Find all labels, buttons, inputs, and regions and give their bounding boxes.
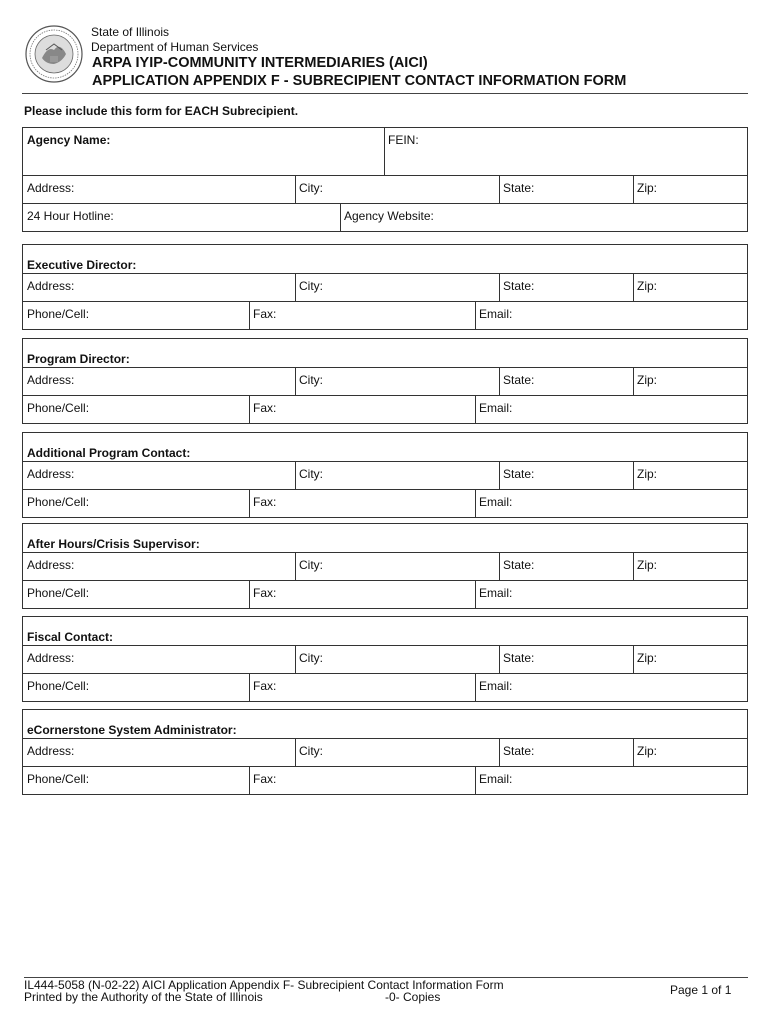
address-label: Address:	[27, 467, 75, 481]
agency-address-row	[23, 175, 747, 204]
phone-label: Phone/Cell:	[27, 679, 90, 693]
phone-label: Phone/Cell:	[27, 772, 90, 786]
fax-label: Fax:	[253, 586, 277, 600]
agency-hotline-row	[23, 203, 747, 232]
contact-phone-row	[23, 673, 747, 702]
divider	[249, 767, 250, 795]
address-label: Address:	[27, 651, 75, 665]
contact-address-row	[23, 738, 747, 767]
address-label: Address:	[27, 744, 75, 758]
zip-label: Zip:	[637, 279, 658, 293]
city-label: City:	[299, 467, 323, 481]
zip-label: Zip:	[637, 558, 658, 572]
city-label: City:	[299, 279, 323, 293]
divider	[633, 646, 634, 674]
form-id: IL444-5058 (N-02-22) AICI Application Appendix F- Subrecipient Contact Information Form	[24, 978, 504, 992]
divider	[499, 462, 500, 490]
city-label: City:	[299, 558, 323, 572]
fax-label: Fax:	[253, 307, 277, 321]
state-label: State:	[503, 279, 535, 293]
agency-info-section	[22, 127, 748, 232]
divider	[633, 462, 634, 490]
divider	[249, 581, 250, 609]
address-label: Address:	[27, 558, 75, 572]
contact-phone-row	[23, 395, 747, 424]
divider	[295, 553, 296, 581]
divider	[249, 302, 250, 330]
address-label: Address:	[27, 279, 75, 293]
contact-title: Additional Program Contact:	[27, 446, 191, 460]
website-label: Agency Website:	[344, 209, 434, 223]
state-label: State:	[503, 558, 535, 572]
form-title-line1: ARPA IYIP-COMMUNITY INTERMEDIARIES (AICI)	[92, 55, 428, 71]
agency-name-row	[23, 128, 747, 175]
divider	[295, 739, 296, 767]
state-label: State:	[503, 181, 535, 195]
divider	[499, 553, 500, 581]
contact-address-row	[23, 552, 747, 581]
divider	[249, 490, 250, 518]
state-label: State:	[503, 651, 535, 665]
fax-label: Fax:	[253, 772, 277, 786]
divider	[295, 462, 296, 490]
contact-title: Program Director:	[27, 352, 130, 366]
address-label: Address:	[27, 373, 75, 387]
divider	[295, 368, 296, 396]
city-label: City:	[299, 181, 323, 195]
contact-title-row	[23, 339, 747, 367]
contact-address-row	[23, 645, 747, 674]
divider	[475, 581, 476, 609]
divider	[475, 490, 476, 518]
contact-title-row	[23, 433, 747, 461]
contact-title: eCornerstone System Administrator:	[27, 723, 237, 737]
email-label: Email:	[479, 401, 513, 415]
contact-title-row	[23, 524, 747, 552]
divider	[633, 274, 634, 302]
zip-label: Zip:	[637, 181, 658, 195]
divider	[633, 176, 634, 204]
contact-section	[22, 523, 748, 609]
email-label: Email:	[479, 307, 513, 321]
divider	[499, 646, 500, 674]
divider	[475, 674, 476, 702]
state-label: State:	[503, 373, 535, 387]
contact-section	[22, 616, 748, 702]
contact-phone-row	[23, 580, 747, 609]
divider	[295, 646, 296, 674]
contact-address-row	[23, 367, 747, 396]
divider	[633, 368, 634, 396]
city-label: City:	[299, 651, 323, 665]
phone-label: Phone/Cell:	[27, 495, 90, 509]
contact-title-row	[23, 710, 747, 738]
hotline-label: 24 Hour Hotline:	[27, 209, 114, 223]
divider	[384, 128, 385, 175]
printed-by: Printed by the Authority of the State of Illinois	[24, 990, 263, 1004]
city-label: City:	[299, 373, 323, 387]
divider	[499, 176, 500, 204]
divider	[249, 674, 250, 702]
divider	[340, 204, 341, 232]
contact-title: After Hours/Crisis Supervisor:	[27, 537, 200, 551]
divider	[475, 302, 476, 330]
state-seal-icon	[24, 24, 84, 84]
contact-phone-row	[23, 766, 747, 795]
contact-title: Fiscal Contact:	[27, 630, 114, 644]
fein-label: FEIN:	[388, 133, 419, 147]
fax-label: Fax:	[253, 401, 277, 415]
contact-title: Executive Director:	[27, 258, 137, 272]
form-title-line2: APPLICATION APPENDIX F - SUBRECIPIENT CONTACT INFORMATION FORM	[92, 73, 627, 89]
email-label: Email:	[479, 495, 513, 509]
contact-address-row	[23, 461, 747, 490]
contact-section	[22, 244, 748, 330]
zip-label: Zip:	[637, 651, 658, 665]
divider	[633, 553, 634, 581]
zip-label: Zip:	[637, 744, 658, 758]
contact-phone-row	[23, 301, 747, 330]
contact-title-row	[23, 617, 747, 645]
divider	[633, 739, 634, 767]
fax-label: Fax:	[253, 495, 277, 509]
divider	[499, 368, 500, 396]
divider	[499, 739, 500, 767]
phone-label: Phone/Cell:	[27, 586, 90, 600]
city-label: City:	[299, 744, 323, 758]
state-name: State of Illinois	[91, 25, 170, 39]
state-label: State:	[503, 467, 535, 481]
phone-label: Phone/Cell:	[27, 401, 90, 415]
zip-label: Zip:	[637, 373, 658, 387]
fax-label: Fax:	[253, 679, 277, 693]
page-number: Page 1 of 1	[670, 983, 732, 997]
agency-name-label: Agency Name:	[27, 133, 111, 147]
divider	[475, 767, 476, 795]
department-name: Department of Human Services	[91, 40, 259, 54]
state-label: State:	[503, 744, 535, 758]
divider	[475, 396, 476, 424]
email-label: Email:	[479, 679, 513, 693]
email-label: Email:	[479, 772, 513, 786]
copies: -0- Copies	[385, 990, 441, 1004]
email-label: Email:	[479, 586, 513, 600]
contact-section	[22, 338, 748, 424]
address-label: Address:	[27, 181, 75, 195]
contact-title-row	[23, 245, 747, 273]
divider	[295, 274, 296, 302]
contact-phone-row	[23, 489, 747, 518]
contact-address-row	[23, 273, 747, 302]
divider	[499, 274, 500, 302]
divider	[249, 396, 250, 424]
header-rule	[22, 93, 748, 94]
contact-section	[22, 709, 748, 795]
phone-label: Phone/Cell:	[27, 307, 90, 321]
instruction-text: Please include this form for EACH Subrecipient.	[24, 104, 299, 118]
contact-section	[22, 432, 748, 518]
zip-label: Zip:	[637, 467, 658, 481]
divider	[295, 176, 296, 204]
